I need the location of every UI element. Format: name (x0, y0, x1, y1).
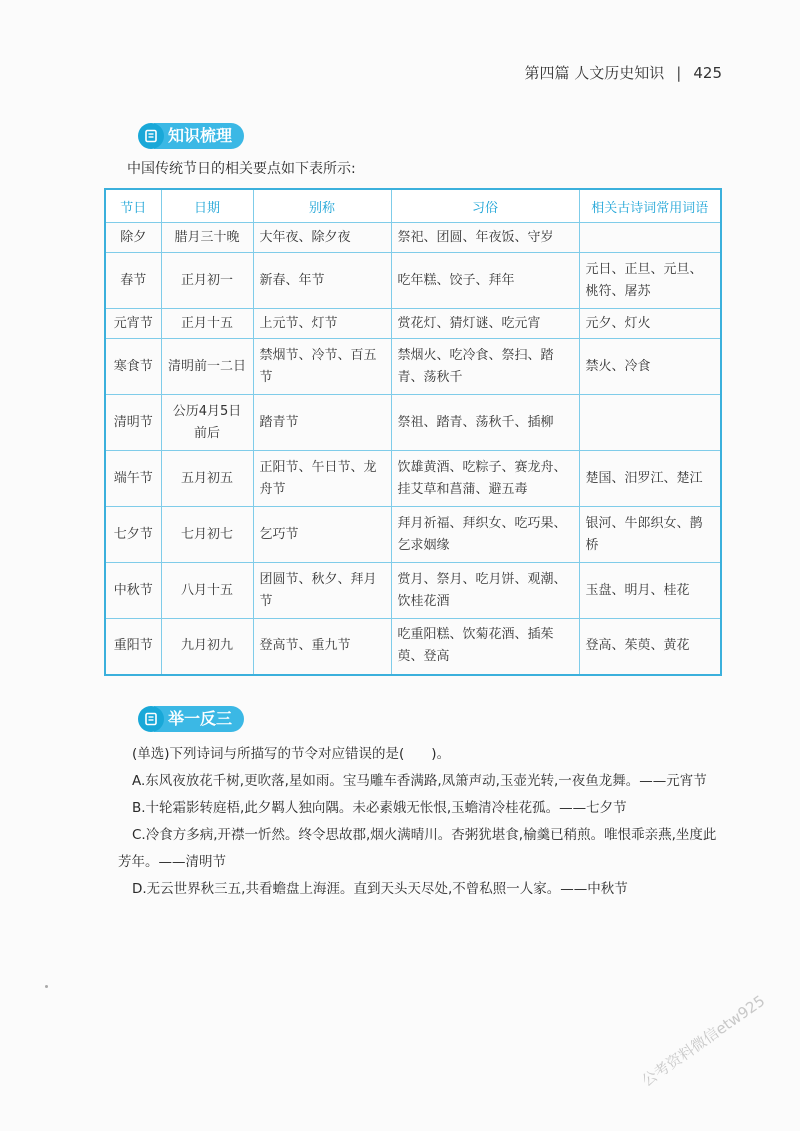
table-header-row (105, 189, 721, 223)
knowledge-badge-label: 知识梳理 (154, 123, 244, 149)
festival-cell: 元宵节 (105, 309, 161, 339)
table-row (105, 253, 721, 309)
section-title: 第四篇 人文历史知识 (524, 64, 665, 82)
date-cell: 八月十五 (161, 563, 253, 619)
words-cell: 元日、正旦、元旦、桃符、屠苏 (579, 253, 721, 309)
col-header: 日期 (161, 189, 253, 223)
alias-cell: 登高节、重九节 (253, 619, 391, 675)
page-number: 425 (693, 64, 722, 82)
alias-cell: 禁烟节、冷节、百五节 (253, 339, 391, 395)
words-cell: 玉盘、明月、桂花 (579, 563, 721, 619)
option-c: C.冷食方多病,开襟一忻然。终令思故郡,烟火满晴川。杏粥犹堪食,榆羹已稍煎。唯恨乖亲燕,坐度此芳年。——清明节 (118, 827, 717, 870)
words-cell: 元夕、灯火 (579, 309, 721, 339)
date-cell: 九月初九 (161, 619, 253, 675)
header-separator: | (676, 64, 682, 82)
customs-cell: 祭祀、团圆、年夜饭、守岁 (391, 223, 579, 253)
table-intro: 中国传统节日的相关要点如下表所示: (127, 161, 356, 177)
date-cell: 公历4月5日前后 (161, 395, 253, 451)
col-header: 习俗 (391, 189, 579, 223)
table-row (105, 339, 721, 395)
alias-cell: 大年夜、除夕夜 (253, 223, 391, 253)
knowledge-badge (138, 123, 244, 149)
col-header: 节日 (105, 189, 161, 223)
festival-cell: 春节 (105, 253, 161, 309)
words-cell: 楚国、汨罗江、楚江 (579, 451, 721, 507)
customs-cell: 祭祖、踏青、荡秋千、插柳 (391, 395, 579, 451)
words-cell: 登高、茱萸、黄花 (579, 619, 721, 675)
alias-cell: 正阳节、午日节、龙舟节 (253, 451, 391, 507)
question-block (118, 741, 726, 903)
alias-cell: 新春、年节 (253, 253, 391, 309)
option-b: B.十轮霜影转庭梧,此夕羁人独向隅。未必素娥无怅恨,玉蟾清冷桂花孤。——七夕节 (132, 800, 627, 816)
festival-cell: 端午节 (105, 451, 161, 507)
festival-cell: 除夕 (105, 223, 161, 253)
question-stem: (单选)下列诗词与所描写的节令对应错误的是( )。 (132, 746, 451, 762)
words-cell (579, 395, 721, 451)
customs-cell: 拜月祈福、拜织女、吃巧果、乞求姻缘 (391, 507, 579, 563)
col-header: 别称 (253, 189, 391, 223)
book-icon (138, 706, 164, 732)
alias-cell: 乞巧节 (253, 507, 391, 563)
date-cell: 正月十五 (161, 309, 253, 339)
festival-cell: 重阳节 (105, 619, 161, 675)
date-cell: 七月初七 (161, 507, 253, 563)
table-row (105, 451, 721, 507)
table-row (105, 395, 721, 451)
festival-cell: 七夕节 (105, 507, 161, 563)
date-cell: 腊月三十晚 (161, 223, 253, 253)
scan-speck (45, 985, 48, 988)
festival-cell: 中秋节 (105, 563, 161, 619)
customs-cell: 赏月、祭月、吃月饼、观潮、饮桂花酒 (391, 563, 579, 619)
table-row (105, 223, 721, 253)
option-d: D.无云世界秋三五,共看蟾盘上海涯。直到天头天尽处,不曾私照一人家。——中秋节 (132, 881, 628, 897)
table-row (105, 507, 721, 563)
alias-cell: 踏青节 (253, 395, 391, 451)
option-a: A.东风夜放花千树,更吹落,星如雨。宝马雕车香满路,凤箫声动,玉壶光转,一夜鱼龙舞。——元宵节 (132, 773, 707, 789)
date-cell: 五月初五 (161, 451, 253, 507)
festival-cell: 清明节 (105, 395, 161, 451)
festival-table (104, 188, 722, 676)
festival-cell: 寒食节 (105, 339, 161, 395)
customs-cell: 禁烟火、吃冷食、祭扫、踏青、荡秋千 (391, 339, 579, 395)
date-cell: 正月初一 (161, 253, 253, 309)
table-row (105, 309, 721, 339)
customs-cell: 赏花灯、猜灯谜、吃元宵 (391, 309, 579, 339)
watermark: 公考资料微信etw925 (638, 991, 769, 1091)
date-cell: 清明前一二日 (161, 339, 253, 395)
table-row (105, 619, 721, 675)
words-cell: 禁火、冷食 (579, 339, 721, 395)
customs-cell: 饮雄黄酒、吃粽子、赛龙舟、挂艾草和菖蒲、避五毒 (391, 451, 579, 507)
words-cell: 银河、牛郎织女、鹊桥 (579, 507, 721, 563)
col-header: 相关古诗词常用词语 (579, 189, 721, 223)
page-header (525, 62, 722, 83)
customs-cell: 吃重阳糕、饮菊花酒、插茱萸、登高 (391, 619, 579, 675)
alias-cell: 上元节、灯节 (253, 309, 391, 339)
practice-badge-label: 举一反三 (154, 706, 244, 732)
book-icon (138, 123, 164, 149)
customs-cell: 吃年糕、饺子、拜年 (391, 253, 579, 309)
practice-badge (138, 706, 244, 732)
table-row (105, 563, 721, 619)
words-cell (579, 223, 721, 253)
alias-cell: 团圆节、秋夕、拜月节 (253, 563, 391, 619)
